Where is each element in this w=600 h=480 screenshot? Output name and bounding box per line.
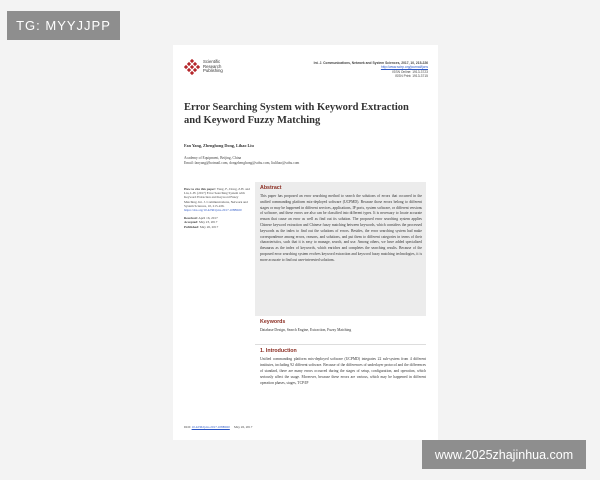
paper-page: [173, 45, 438, 440]
abstract-box: [255, 182, 426, 316]
published-label: Published:: [184, 224, 200, 229]
publisher-name: Scientific Research Publishing: [203, 59, 223, 74]
journal-info: [314, 61, 428, 79]
introduction-heading: 1. Introduction: [260, 348, 297, 354]
section-divider: [255, 344, 426, 345]
doi-link[interactable]: 10.4236/ijcns.2017.108B020: [191, 425, 230, 429]
cite-doi-link[interactable]: https://doi.org/10.4236/ijcns.2017.108B020: [184, 208, 242, 213]
cite-block: [184, 187, 250, 212]
accepted-label: Accepted:: [184, 220, 199, 225]
cite-label: How to cite this paper:: [184, 187, 217, 191]
keywords-text: Database Design, Search Engine, Extraction, Fuzzy Matching: [260, 328, 352, 332]
abstract-heading: Abstract: [260, 185, 282, 191]
paper-authors: Fan Yang, Zhenghong Dong, Lihao Liu: [184, 143, 254, 148]
publisher-logo: [184, 59, 223, 75]
received-date: April 16, 2017: [198, 216, 218, 221]
author-email: Email: fanyang@hotmail.com, dongzhenghong@sohu.com, liulihao@sohu.com: [184, 160, 300, 165]
scientific-research-publishing-logo-icon: [184, 59, 200, 75]
keywords-heading: Keywords: [260, 319, 286, 325]
affiliation-text: Academy of Equipment, Beijing, China: [184, 156, 242, 160]
doi-label: DOI:: [184, 425, 191, 429]
cite-text: Yang, F., Dong, Z.H. and Liu, L.H. (2017) Error Searching System with Keyword Extraction and Keyword Fuzzy Matching. Int. J. Communications, Network and System Sciences, 10, 215-226.: [184, 187, 250, 208]
journal-url-link[interactable]: http://www.scirp.org/journal/ijcns: [380, 65, 428, 70]
introduction-text: Unified commanding platform mix-deployed software (UCPMD) integrates 22 sub-system from 4 different institutes, including 92 different software. Because of the differences of underlayer protocol and the differences of standard, there are many errors occurred during the stages of setup, configuration, and operation, which seriously affect the usage. Moreover, because these errors are various, which may be happened in different operation phases, stages, TCP/IP: [260, 357, 426, 385]
received-label: Received:: [184, 216, 198, 221]
paper-title: Error Searching System with Keyword Extraction and Keyword Fuzzy Matching: [184, 102, 409, 126]
publication-dates: [184, 216, 250, 229]
citation-sidebar: [184, 187, 250, 229]
abstract-text: This paper has proposed an error searching method to search the solutions of errors that occurred in the unified commanding platform mix-deployed software (UCPMD). Because those errors belong to different stages or may be happened in different services, applications, IP ports, system software, or different versions of software, and these errors are also can be classified into different types. It is necessary to locate accurate reason that cause an error as well as find out its solution. The proposed error searching system applies Chinese keyword extraction and Chinese fuzzy matching between keywords, which considers the processed keywords as the index to find out the solutions of errors. Besides, the error searching system had make correspondence among errors, reasons, and solutions, and put them to different categories in terms of their characteristics, such that it is easy to manage, search, and use. Among others, we have added specialized thesaurus as the index of keywords, which enriches and completes the searching results. Because of the proposed error searching system evolves keyword extraction and keyword fuzzy matching technologies, it is more accurate to find out user-interested solutions.: [260, 194, 422, 262]
published-date: May 26, 2017: [199, 224, 219, 229]
author-affiliation: [184, 156, 299, 165]
page-footer: [184, 425, 252, 429]
accepted-date: May 23, 2017: [198, 220, 218, 225]
issn-online: ISSN Online: 1913-3723: [392, 69, 428, 74]
footer-date: May 26, 2017: [233, 425, 253, 429]
issn-print: ISSN Print: 1913-3715: [395, 74, 428, 79]
journal-citation: Int. J. Communications, Network and System Sciences, 2017, 10, 215-226: [313, 61, 428, 65]
watermark-badge-bottom: www.2025zhajinhua.com: [422, 440, 586, 469]
watermark-badge-top: TG: MYYJJPP: [7, 11, 120, 40]
